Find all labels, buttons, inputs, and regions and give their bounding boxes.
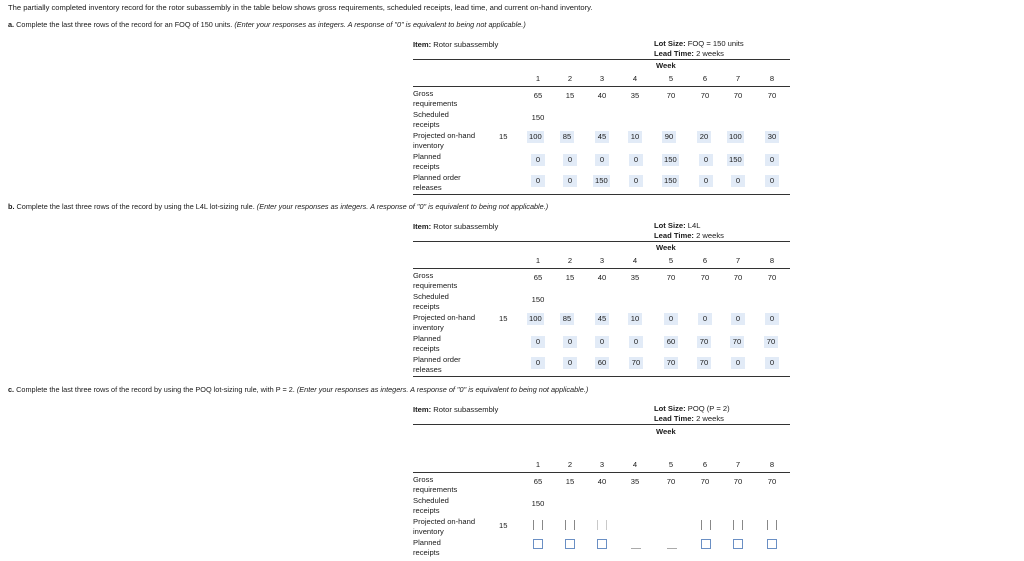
- row-label: Planned receipts: [413, 334, 441, 353]
- row-label: Planned order releases: [413, 355, 461, 374]
- question-a-prefix: a.: [8, 20, 15, 29]
- gross-cell: 35: [630, 91, 640, 100]
- intro-text: The partially completed inventory record for the rotor subassembly in the table below shows gross requirements, scheduled receipts, lead time, and current on-hand inventory.: [8, 3, 593, 12]
- projected-input[interactable]: [733, 520, 743, 530]
- projected-input[interactable]: 45: [595, 131, 609, 143]
- lot-size-label: Lot Size:: [654, 221, 686, 230]
- week-number: 8: [769, 460, 775, 469]
- planned-release-input[interactable]: 0: [699, 175, 713, 187]
- projected-input[interactable]: 85: [560, 131, 574, 143]
- week-number: 7: [735, 74, 741, 83]
- week-number: 2: [567, 460, 573, 469]
- planned-receipt-input[interactable]: [701, 539, 711, 549]
- planned-receipt-input[interactable]: 70: [764, 336, 778, 348]
- projected-input[interactable]: 0: [664, 313, 678, 325]
- week-number: 4: [632, 256, 638, 265]
- week-number: 8: [769, 74, 775, 83]
- row-label: Gross requirements: [413, 475, 458, 494]
- projected-input[interactable]: 0: [731, 313, 745, 325]
- planned-receipt-input[interactable]: [597, 539, 607, 549]
- planned-receipt-input[interactable]: 150: [729, 155, 742, 164]
- question-b: [8, 202, 548, 211]
- row-label: Scheduled receipts: [413, 496, 449, 515]
- gross-cell: 15: [565, 91, 575, 100]
- projected-input[interactable]: [767, 520, 777, 530]
- planned-receipt-input[interactable]: 0: [629, 154, 643, 166]
- gross-requirements-row: [413, 475, 790, 496]
- planned-receipt-input[interactable]: 0: [765, 154, 779, 166]
- planned-receipt-input[interactable]: [533, 539, 543, 549]
- gross-cell: 15: [565, 273, 575, 282]
- planned-receipt-input[interactable]: 0: [563, 154, 577, 166]
- scheduled-receipts-row: [413, 110, 790, 131]
- projected-input[interactable]: 100: [529, 132, 542, 141]
- planned-receipt-input[interactable]: [565, 539, 575, 549]
- gross-cell: 15: [565, 477, 575, 486]
- projected-input[interactable]: 10: [628, 313, 642, 325]
- planned-release-input[interactable]: 0: [731, 357, 745, 369]
- planned-receipt-input[interactable]: 150: [664, 155, 677, 164]
- on-hand-value: 15: [499, 314, 508, 323]
- gross-cell: 70: [666, 273, 676, 282]
- planned-receipt-input[interactable]: [667, 548, 677, 549]
- lot-size-value: POQ (P = 2): [687, 404, 730, 413]
- planned-receipt-input[interactable]: 70: [730, 336, 744, 348]
- week-header-row: [413, 460, 790, 473]
- planned-receipts-row: [413, 538, 790, 559]
- planned-release-input[interactable]: 0: [629, 175, 643, 187]
- planned-receipt-input[interactable]: 60: [664, 336, 678, 348]
- row-label: Planned receipts: [413, 152, 441, 171]
- planned-release-input[interactable]: 150: [664, 176, 677, 185]
- gross-cell: 70: [700, 91, 710, 100]
- gross-cell: 65: [533, 91, 543, 100]
- week-number: 1: [535, 460, 541, 469]
- record-header: [413, 402, 790, 425]
- projected-input[interactable]: 20: [697, 131, 711, 143]
- week-label: Week: [656, 243, 676, 252]
- planned-receipt-input[interactable]: [733, 539, 743, 549]
- week-number: 5: [668, 460, 674, 469]
- projected-input[interactable]: 0: [765, 313, 779, 325]
- gross-cell: 70: [767, 477, 777, 486]
- projected-input[interactable]: 90: [662, 131, 676, 143]
- scheduled-cell: 150: [531, 499, 545, 508]
- projected-input[interactable]: 100: [729, 132, 742, 141]
- gross-cell: 70: [666, 477, 676, 486]
- planned-receipt-input[interactable]: 0: [531, 154, 545, 166]
- week-number: 7: [735, 460, 741, 469]
- planned-release-input[interactable]: 0: [531, 175, 545, 187]
- lot-size-label: Lot Size:: [654, 404, 686, 413]
- scheduled-cell: 150: [531, 295, 545, 304]
- row-label: Projected on-hand inventory: [413, 517, 476, 536]
- row-label: Scheduled receipts: [413, 110, 449, 129]
- lot-size-value: L4L: [687, 221, 701, 230]
- gross-cell: 70: [700, 477, 710, 486]
- question-c-text: Complete the last three rows of the record by using the POQ lot-sizing rule, with P = 2.: [16, 385, 295, 394]
- planned-receipt-input[interactable]: 0: [699, 154, 713, 166]
- row-label: Gross requirements: [413, 271, 458, 290]
- projected-on-hand-row: [413, 131, 790, 152]
- week-number: 2: [567, 74, 573, 83]
- planned-release-input[interactable]: 0: [765, 175, 779, 187]
- record-table-c: [413, 402, 790, 559]
- row-label: Projected on-hand inventory: [413, 313, 476, 332]
- question-b-prefix: b.: [8, 202, 15, 211]
- projected-on-hand-row: [413, 517, 790, 538]
- planned-receipts-row: [413, 334, 790, 355]
- row-label: Projected on-hand inventory: [413, 131, 476, 150]
- record-header: [413, 219, 790, 242]
- question-c-prefix: c.: [8, 385, 15, 394]
- planned-receipts-row: [413, 152, 790, 173]
- planned-release-input[interactable]: 60: [595, 357, 609, 369]
- record-table-a: [413, 37, 790, 195]
- planned-receipt-input[interactable]: 70: [697, 336, 711, 348]
- scheduled-receipts-row: [413, 292, 790, 313]
- lead-time-label: Lead Time:: [654, 231, 694, 240]
- gross-requirements-row: [413, 271, 790, 292]
- question-a: [8, 20, 526, 29]
- on-hand-value: 15: [499, 521, 508, 530]
- projected-input[interactable]: [533, 520, 543, 530]
- gross-cell: 70: [733, 91, 743, 100]
- planned-release-input[interactable]: 150: [595, 176, 608, 185]
- question-c: [8, 385, 588, 394]
- projected-input[interactable]: [597, 520, 607, 530]
- lot-size-label: Lot Size:: [654, 39, 686, 48]
- planned-receipt-input[interactable]: [767, 539, 777, 549]
- planned-receipt-input[interactable]: 0: [595, 336, 609, 348]
- gross-cell: 70: [767, 273, 777, 282]
- planned-receipt-input[interactable]: [631, 548, 641, 549]
- week-number: 2: [567, 256, 573, 265]
- question-b-note: (Enter your responses as integers. A response of "0" is equivalent to being not applicable.): [256, 202, 549, 211]
- planned-receipt-input[interactable]: 0: [629, 336, 643, 348]
- projected-input[interactable]: 100: [529, 314, 542, 323]
- item-name: Rotor subassembly: [433, 222, 499, 231]
- week-number: 6: [702, 256, 708, 265]
- week-number: 1: [535, 256, 541, 265]
- item-name: Rotor subassembly: [433, 405, 499, 414]
- week-header-row: [413, 256, 790, 269]
- week-label: Week: [656, 427, 676, 436]
- planned-release-input[interactable]: 70: [664, 357, 678, 369]
- gross-cell: 35: [630, 477, 640, 486]
- scheduled-cell: 150: [531, 113, 545, 122]
- gross-cell: 70: [666, 91, 676, 100]
- week-number: 5: [668, 74, 674, 83]
- gross-cell: 40: [597, 91, 607, 100]
- gross-requirements-row: [413, 89, 790, 110]
- row-label: Gross requirements: [413, 89, 458, 108]
- projected-input[interactable]: [565, 520, 575, 530]
- planned-release-input[interactable]: 0: [731, 175, 745, 187]
- planned-release-input[interactable]: 0: [531, 357, 545, 369]
- lead-time-value: 2 weeks: [696, 414, 724, 423]
- week-number: 1: [535, 74, 541, 83]
- gross-cell: 70: [767, 91, 777, 100]
- item-label: Item:: [413, 405, 432, 414]
- gross-cell: 65: [533, 273, 543, 282]
- week-number: 5: [668, 256, 674, 265]
- row-label: Planned receipts: [413, 538, 441, 557]
- record-table-b: [413, 219, 790, 377]
- gross-cell: 70: [733, 477, 743, 486]
- row-label: Scheduled receipts: [413, 292, 449, 311]
- week-number: 3: [599, 460, 605, 469]
- projected-input[interactable]: 10: [628, 131, 642, 143]
- planned-release-input[interactable]: 0: [765, 357, 779, 369]
- planned-receipt-input[interactable]: 0: [531, 336, 545, 348]
- planned-releases-row: [413, 173, 790, 194]
- question-a-note: (Enter your responses as integers. A response of "0" is equivalent to being not applicable.): [234, 20, 526, 29]
- question-c-note: (Enter your responses as integers. A response of "0" is equivalent to being not applicable.): [296, 385, 589, 394]
- gross-cell: 40: [597, 273, 607, 282]
- question-b-text: Complete the last three rows of the record by using the L4L lot-sizing rule.: [16, 202, 255, 211]
- on-hand-value: 15: [499, 132, 508, 141]
- gross-cell: 65: [533, 477, 543, 486]
- week-number: 4: [632, 460, 638, 469]
- week-header-row: [413, 74, 790, 87]
- planned-release-input[interactable]: 70: [629, 357, 643, 369]
- item-label: Item:: [413, 40, 432, 49]
- row-label: Planned order releases: [413, 173, 461, 192]
- record-header: [413, 37, 790, 60]
- lead-time-label: Lead Time:: [654, 49, 694, 58]
- projected-input[interactable]: 30: [765, 131, 779, 143]
- scheduled-receipts-row: [413, 496, 790, 517]
- gross-cell: 40: [597, 477, 607, 486]
- projected-input[interactable]: 85: [560, 313, 574, 325]
- planned-releases-row: [413, 355, 790, 376]
- gross-cell: 70: [733, 273, 743, 282]
- week-number: 4: [632, 74, 638, 83]
- week-number: 3: [599, 74, 605, 83]
- gross-cell: 35: [630, 273, 640, 282]
- lead-time-label: Lead Time:: [654, 414, 694, 423]
- item-label: Item:: [413, 222, 432, 231]
- projected-input[interactable]: 45: [595, 313, 609, 325]
- projected-input[interactable]: [701, 520, 711, 530]
- planned-receipt-input[interactable]: 0: [595, 154, 609, 166]
- projected-input[interactable]: 0: [698, 313, 712, 325]
- week-label: Week: [656, 61, 676, 70]
- week-number: 8: [769, 256, 775, 265]
- week-number: 3: [599, 256, 605, 265]
- planned-release-input[interactable]: 0: [563, 175, 577, 187]
- planned-receipt-input[interactable]: 0: [563, 336, 577, 348]
- lead-time-value: 2 weeks: [696, 231, 724, 240]
- lead-time-value: 2 weeks: [696, 49, 724, 58]
- planned-release-input[interactable]: 0: [563, 357, 577, 369]
- question-a-text: Complete the last three rows of the record for an FOQ of 150 units.: [16, 20, 233, 29]
- lot-size-value: FOQ = 150 units: [687, 39, 744, 48]
- week-number: 7: [735, 256, 741, 265]
- planned-release-input[interactable]: 70: [697, 357, 711, 369]
- gross-cell: 70: [700, 273, 710, 282]
- projected-on-hand-row: [413, 313, 790, 334]
- week-number: 6: [702, 74, 708, 83]
- item-name: Rotor subassembly: [433, 40, 499, 49]
- week-number: 6: [702, 460, 708, 469]
